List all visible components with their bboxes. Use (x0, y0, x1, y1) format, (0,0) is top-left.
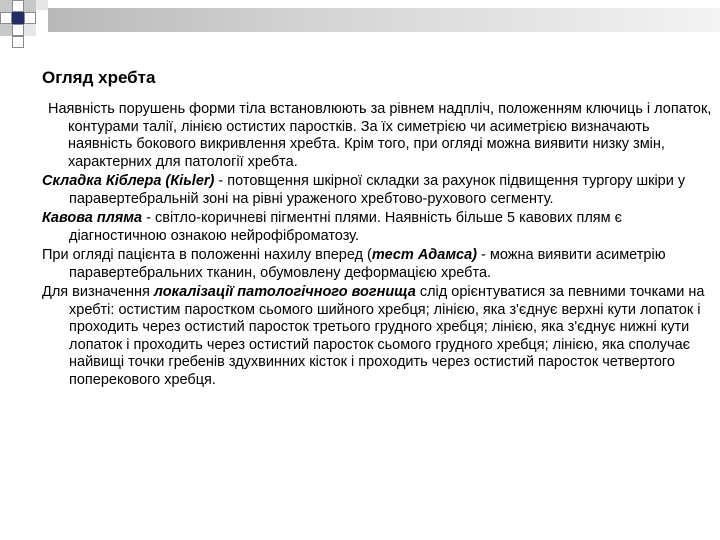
slide-body (42, 101, 714, 391)
localization-intro: Для визначення (42, 284, 154, 300)
paragraph-lesion-localization (42, 284, 714, 389)
term-kibler-fold: Складка Кіблера (Кiьler) (42, 173, 215, 189)
decor-square-1 (0, 0, 12, 12)
paragraph-cafe-au-lait (42, 210, 714, 245)
localization-description: слід орієнтуватися за певними точками на хребті: остистим паростком сьомого шийного хребця; лінією, яка з'єднує верхні кути лопаток і проходить через остистий паросток третього грудного хребця; лінією, яка з'єднує нижні кути лопаток і проходить через остистий паросток сьомого грудного хребця; лінією, яка сполучає найвищі точки гребенів здухвинних кісток і проходить через остистий паросток четвертого поперекового хребця. (69, 284, 705, 388)
decor-square-8 (0, 24, 12, 36)
decor-square-6 (12, 12, 24, 24)
term-cafe-au-lait: Кавова пляма (42, 210, 143, 226)
decor-square-7 (24, 12, 36, 24)
decor-square-4 (36, 0, 48, 10)
kibler-fold-description: - потовщення шкірної складки за рахунок підвищення тургору шкіри у паравертебральній зоні на рівні ураженого хребтово-рухового сегменту. (69, 173, 686, 207)
paragraph-form-assessment: Наявність порушень форми тіла встановлюють за рівнем надпліч, положенням ключиць і лопаток, контурами талії, лінією остистих паростків. За їх симетрією чи асиметрією визначають наявність бокового викривлення хребта. Крім того, при огляді можна виявити низку змін, характерних для патології хребта. (48, 101, 712, 170)
paragraph-adams-test (42, 247, 714, 282)
decor-square-5 (0, 12, 12, 24)
term-adams-test: тест Адамса) (371, 247, 478, 263)
decor-square-2 (12, 0, 24, 12)
header-gradient-bar (48, 8, 720, 32)
slide-title: Огляд хребта (42, 68, 156, 87)
cafe-au-lait-description: - світло-коричневі пігментні плями. Наявність більше 5 кавових плям є діагностичною ознакою нейрофіброматозу. (69, 210, 623, 244)
decor-square-11 (12, 36, 24, 48)
adams-test-intro: При огляді пацієнта в положенні нахилу вперед ( (42, 247, 372, 263)
adams-test-description: - можна виявити асиметрію паравертебральних тканин, обумовлену деформацією хребта. (69, 247, 666, 281)
decor-square-9 (12, 24, 24, 36)
term-lesion-localization: локалізації патологічного вогнища (153, 284, 416, 300)
decor-square-3 (24, 0, 36, 12)
decor-square-10 (24, 24, 36, 36)
paragraph-kibler-fold (42, 173, 714, 208)
